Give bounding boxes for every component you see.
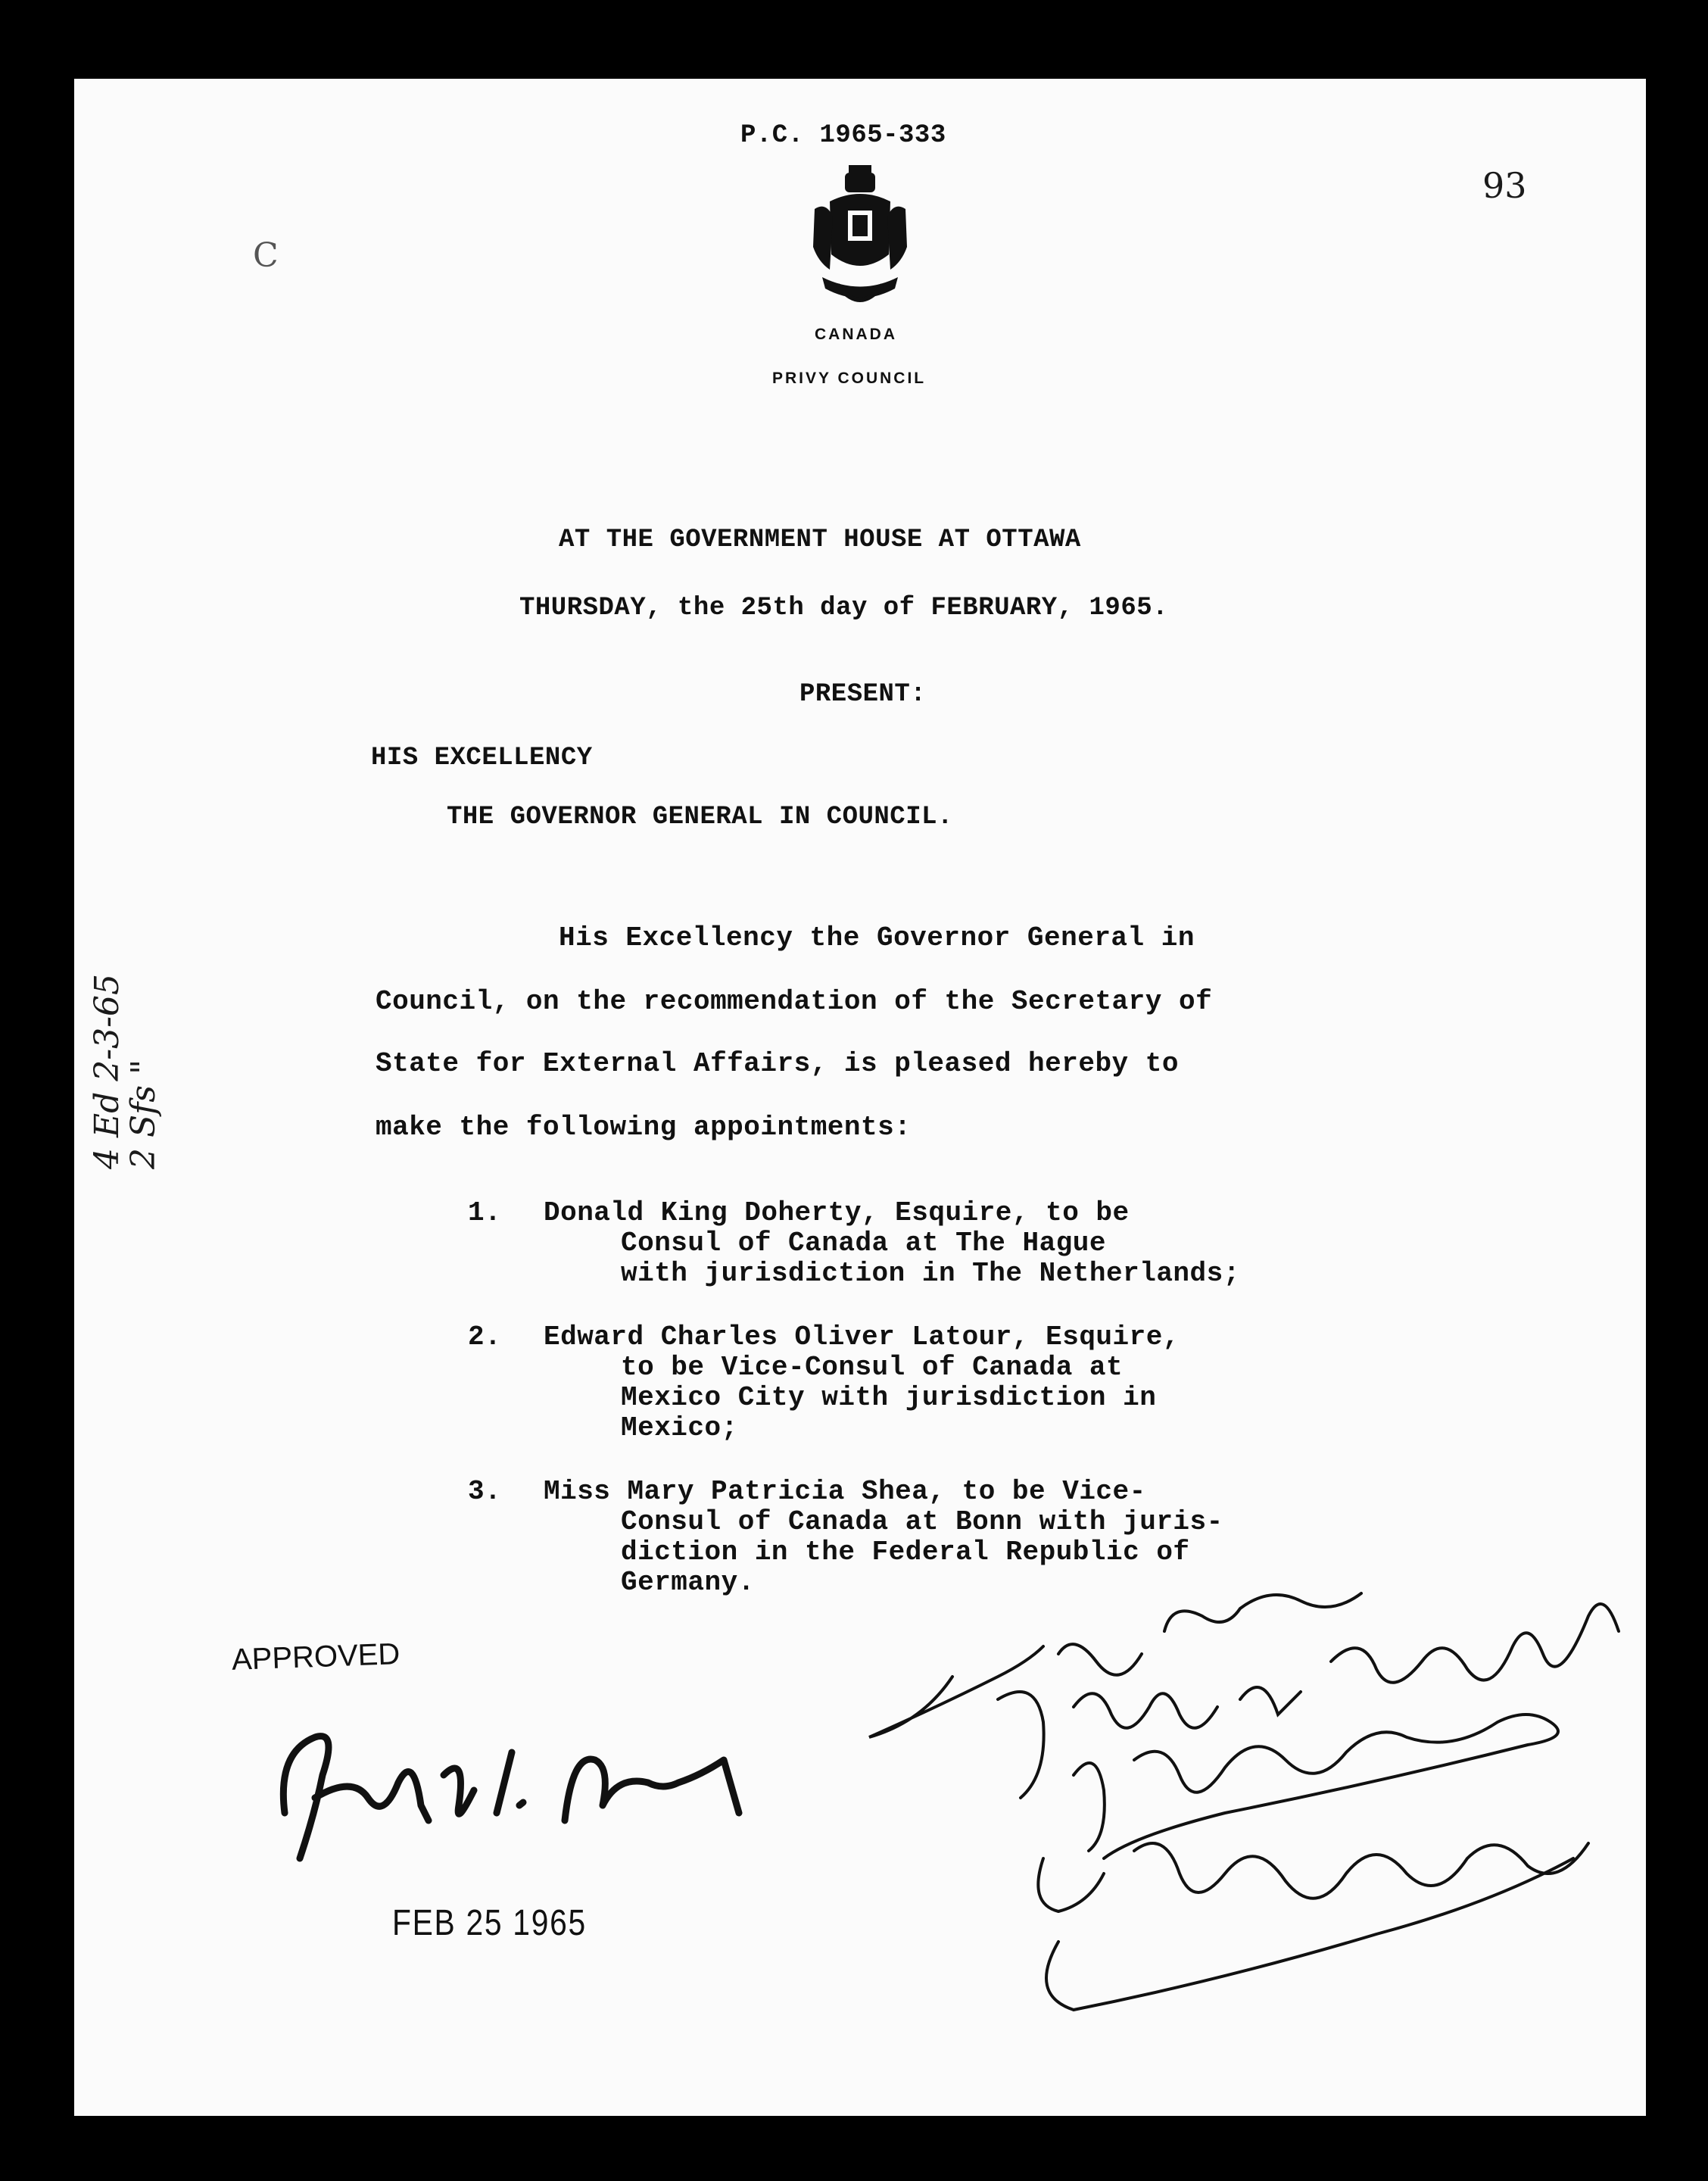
approved-label: APPROVED [231,1637,401,1677]
approval-stamp-date: FEB 25 1965 [392,1903,587,1943]
intro-line-3: State for External Affairs, is pleased hereby to [376,1048,1179,1079]
appointment-3-number: 3. [468,1476,502,1507]
side-note-line-1: 4 Ed 2-3-65 [88,974,126,1169]
appointment-2-line-3: Mexico City with jurisdiction in [621,1382,1157,1413]
governor-in-council-line: THE GOVERNOR GENERAL IN COUNCIL. [447,803,953,832]
appointment-1-line-2: Consul of Canada at The Hague [621,1228,1107,1259]
side-note-line-2: 2 Sfs " [124,1059,163,1169]
appointment-3-line-2: Consul of Canada at Bonn with juris- [621,1506,1223,1537]
intro-line-1: His Excellency the Governor General in [559,922,1195,953]
appointment-3-line-3: diction in the Federal Republic of [621,1537,1190,1568]
coat-of-arms-of-canada-icon [807,164,913,315]
document-page [74,79,1646,2116]
appointment-1-line-3: with jurisdiction in The Netherlands; [621,1258,1240,1289]
order-number: P.C. 1965-333 [740,121,946,150]
appointment-2-line-4: Mexico; [621,1412,738,1443]
appointment-2-line-2: to be Vice-Consul of Canada at [621,1352,1124,1383]
governor-general-signature [270,1707,754,1874]
country-label: CANADA [815,326,897,343]
appointment-1-number: 1. [468,1197,502,1228]
appointment-2-number: 2. [468,1321,502,1353]
his-excellency-line: HIS EXCELLENCY [371,744,593,772]
appointment-1-line-1: Donald King Doherty, Esquire, to be [544,1197,1130,1228]
appointment-2-line-1: Edward Charles Oliver Latour, Esquire, [544,1321,1180,1353]
ministers-signatures [846,1586,1634,2040]
margin-mark: C [253,236,279,275]
page-number: 93 [1482,165,1527,206]
intro-line-2: Council, on the recommendation of the Secretary of [376,986,1213,1017]
appointment-3-line-4: Germany. [621,1567,755,1598]
date-line: THURSDAY, the 25th day of FEBRUARY, 1965. [519,594,1169,622]
privy-council-label: PRIVY COUNCIL [772,370,927,387]
place-line: AT THE GOVERNMENT HOUSE AT OTTAWA [559,526,1081,554]
intro-line-4: make the following appointments: [376,1112,912,1143]
appointment-3-line-1: Miss Mary Patricia Shea, to be Vice- [544,1476,1146,1507]
present-label: PRESENT: [799,680,927,709]
